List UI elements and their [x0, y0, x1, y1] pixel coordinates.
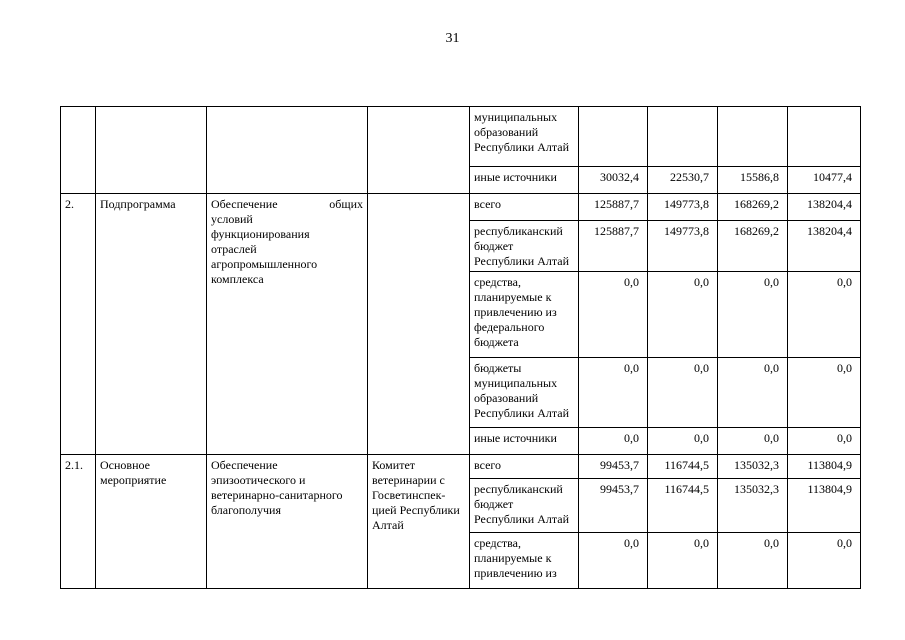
- page-number: 31: [445, 31, 460, 46]
- value-cell: [579, 107, 648, 167]
- value-cell: 0,0: [579, 428, 648, 455]
- value-cell: 0,0: [788, 272, 861, 358]
- value-cell: 125887,7: [579, 221, 648, 272]
- value-cell: 0,0: [718, 428, 788, 455]
- source-label: средства, планируемые к привлечению из: [470, 533, 579, 589]
- table-row: [61, 107, 861, 167]
- source-label: всего: [470, 194, 579, 221]
- value-cell: 0,0: [648, 358, 718, 428]
- value-cell: [788, 107, 861, 167]
- row-number: 2.: [61, 194, 96, 455]
- value-cell: 0,0: [648, 272, 718, 358]
- value-cell: 168269,2: [718, 221, 788, 272]
- value-cell: 116744,5: [648, 455, 718, 479]
- value-cell: 113804,9: [788, 479, 861, 533]
- value-cell: 0,0: [648, 533, 718, 589]
- value-cell: 116744,5: [648, 479, 718, 533]
- value-cell: 0,0: [718, 533, 788, 589]
- value-cell: 0,0: [648, 428, 718, 455]
- value-cell: 99453,7: [579, 455, 648, 479]
- value-cell: 0,0: [788, 533, 861, 589]
- source-label: иные источники: [470, 428, 579, 455]
- value-cell: 0,0: [718, 358, 788, 428]
- budget-table: [60, 106, 861, 589]
- value-cell: 149773,8: [648, 221, 718, 272]
- row-executor: Комитет ветеринарии с Госветинспек- цией Республики Алтай: [368, 455, 470, 589]
- source-label: средства, планируемые к привлечению из федерального бюджета: [470, 272, 579, 358]
- value-cell: 0,0: [579, 533, 648, 589]
- value-cell: 99453,7: [579, 479, 648, 533]
- row-executor-empty: [368, 194, 470, 455]
- value-cell: 0,0: [579, 272, 648, 358]
- source-label: иные источники: [470, 167, 579, 194]
- value-cell: [718, 107, 788, 167]
- value-cell: 0,0: [718, 272, 788, 358]
- source-label: муниципальных образований Республики Алтай: [470, 107, 579, 167]
- value-cell: 22530,7: [648, 167, 718, 194]
- value-cell: 10477,4: [788, 167, 861, 194]
- row-type: Подпрограмма: [96, 194, 207, 455]
- value-cell: 138204,4: [788, 194, 861, 221]
- value-cell: 149773,8: [648, 194, 718, 221]
- value-cell: 0,0: [579, 358, 648, 428]
- value-cell: 0,0: [788, 358, 861, 428]
- value-cell: 15586,8: [718, 167, 788, 194]
- cell-executor-empty: [368, 107, 470, 194]
- value-cell: 0,0: [788, 428, 861, 455]
- source-label: бюджеты муниципальных образований Республики Алтай: [470, 358, 579, 428]
- cell-num-empty: [61, 107, 96, 194]
- row-number: 2.1.: [61, 455, 96, 589]
- source-label: всего: [470, 455, 579, 479]
- value-cell: 135032,3: [718, 455, 788, 479]
- table-row: [61, 455, 861, 479]
- row-title: Обеспечение эпизоотического и ветеринарно-санитарного благополучия: [207, 455, 368, 589]
- cell-title-empty: [207, 107, 368, 194]
- value-cell: 113804,9: [788, 455, 861, 479]
- table-row: [61, 194, 861, 221]
- row-title: [207, 194, 368, 455]
- row-type: Основное мероприятие: [96, 455, 207, 589]
- value-cell: 168269,2: [718, 194, 788, 221]
- source-label: республиканский бюджет Республики Алтай: [470, 479, 579, 533]
- value-cell: [648, 107, 718, 167]
- source-label: республиканский бюджет Республики Алтай: [470, 221, 579, 272]
- row-title-word: общих: [329, 197, 363, 211]
- value-cell: 30032,4: [579, 167, 648, 194]
- value-cell: 135032,3: [718, 479, 788, 533]
- cell-type-empty: [96, 107, 207, 194]
- row-title-word: Обеспечение: [211, 197, 278, 211]
- value-cell: 138204,4: [788, 221, 861, 272]
- row-title-rest: условий функционирования отраслей агропромышленного комплекса: [211, 212, 318, 286]
- value-cell: 125887,7: [579, 194, 648, 221]
